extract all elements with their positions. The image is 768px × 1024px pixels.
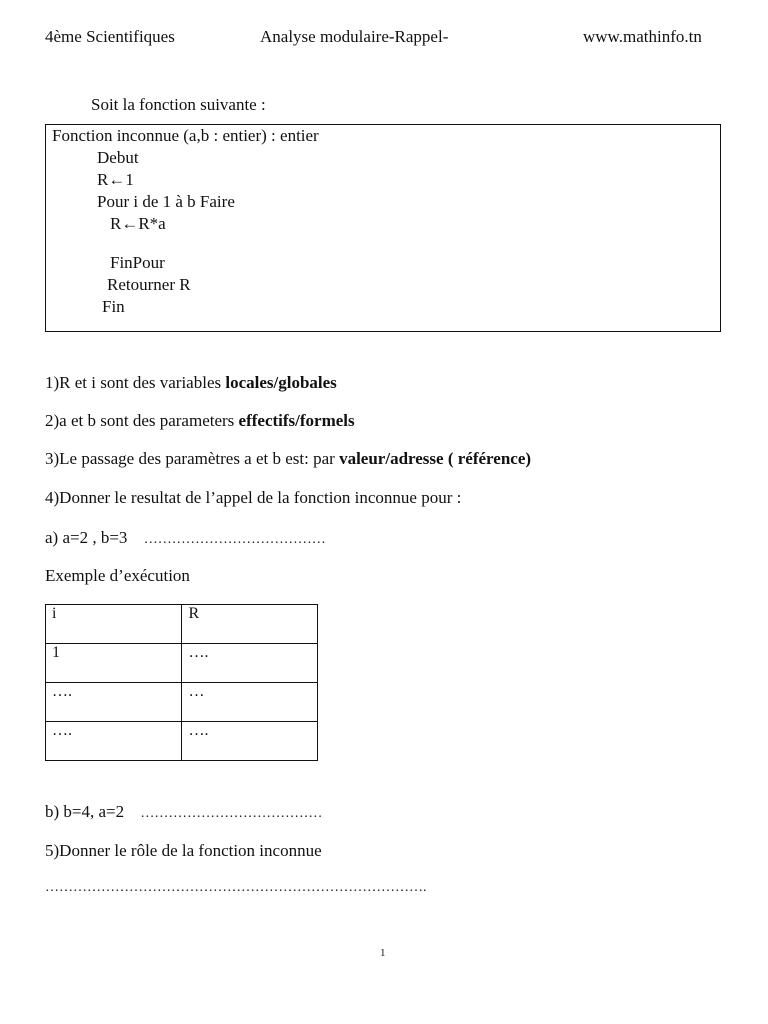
table-cell-r: …. [182, 722, 318, 761]
question-3-text: 3)Le passage des paramètres a et b est: par [45, 449, 340, 468]
table-header-row [46, 605, 318, 644]
header-title: Analyse modulaire-Rappel- [260, 27, 449, 46]
header-website: www.mathinfo.tn [583, 27, 702, 46]
question-5-answer-blank: ………………………………………………………………………. [45, 880, 427, 895]
algorithm-signature: Fonction inconnue (a,b : entier) : entier [52, 126, 319, 145]
table-row [46, 683, 318, 722]
question-4b-answer-blank: ………………………………… [140, 806, 323, 821]
algorithm-return: Retourner R [107, 275, 191, 294]
algorithm-begin: Debut [97, 148, 139, 167]
question-2-choice: effectifs/formels [238, 411, 355, 430]
table-cell-i: 1 [46, 644, 182, 683]
table-cell-i: …. [46, 722, 182, 761]
question-3 [45, 449, 531, 469]
question-4a-label: a) a=2 , b=3 [45, 528, 128, 547]
question-4a [45, 528, 326, 548]
example-title: Exemple d’exécution [45, 566, 190, 585]
question-1 [45, 373, 337, 393]
question-4a-answer-blank: ………………………………… [143, 532, 326, 547]
algorithm-init: R←1 [97, 170, 134, 189]
intro-text: Soit la fonction suivante : [91, 95, 266, 114]
algorithm-loop: Pour i de 1 à b Faire [97, 192, 235, 211]
execution-table [45, 604, 318, 761]
question-1-text: 1)R et i sont des variables [45, 373, 226, 392]
table-cell-r: … [182, 683, 318, 722]
algorithm-box [45, 124, 721, 332]
question-2 [45, 411, 355, 431]
page-number: 1 [380, 947, 386, 959]
table-header-i: i [46, 605, 182, 644]
table-cell-i: …. [46, 683, 182, 722]
algorithm-end: Fin [102, 297, 125, 316]
question-5: 5)Donner le rôle de la fonction inconnue [45, 841, 322, 860]
question-3-choice: valeur/adresse ( référence) [339, 449, 532, 468]
question-1-choice: locales/globales [225, 373, 337, 392]
algorithm-loop-body: R←R*a [110, 214, 166, 233]
header-level: 4ème Scientifiques [45, 27, 175, 46]
question-4b [45, 802, 322, 822]
table-cell-r: …. [182, 644, 318, 683]
question-4b-label: b) b=4, a=2 [45, 802, 125, 821]
question-4: 4)Donner le resultat de l’appel de la fonction inconnue pour : [45, 488, 462, 507]
table-header-r: R [182, 605, 318, 644]
table-row [46, 644, 318, 683]
question-2-text: 2)a et b sont des parameters [45, 411, 239, 430]
algorithm-endloop: FinPour [110, 253, 165, 272]
table-row [46, 722, 318, 761]
